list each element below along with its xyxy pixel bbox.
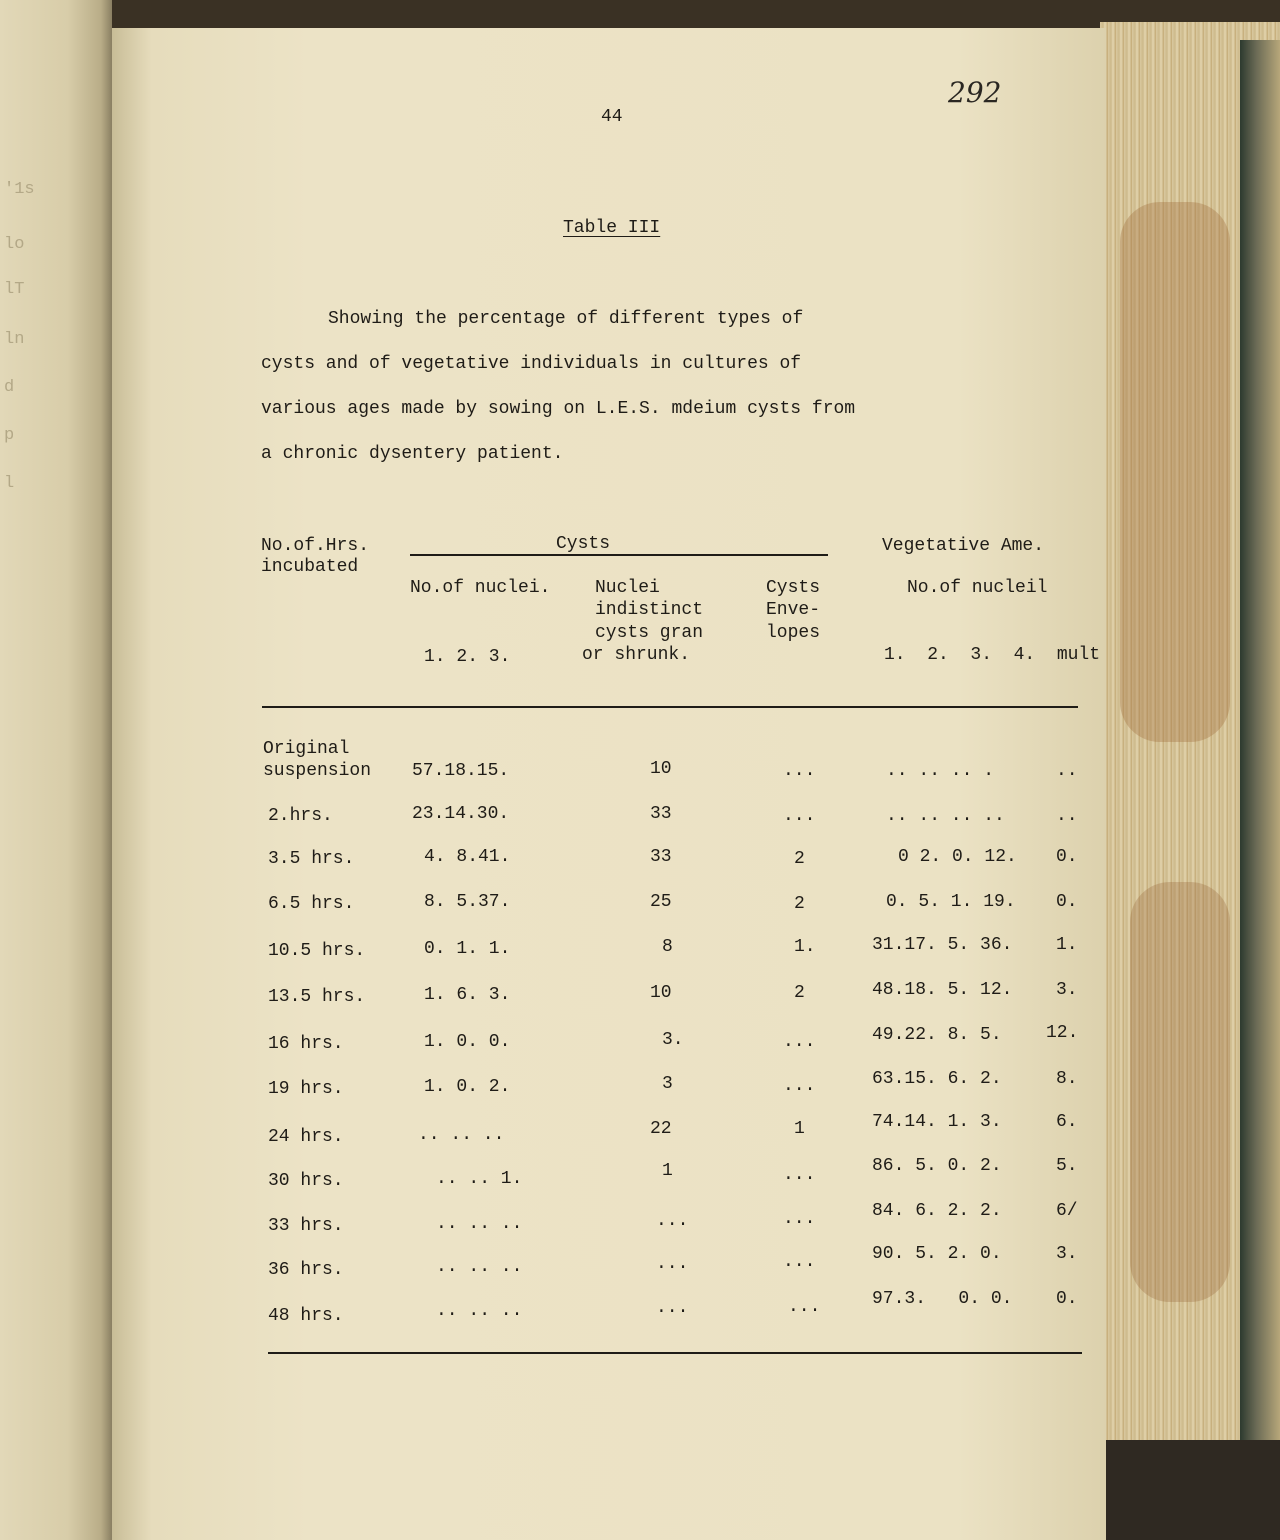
row-label: 2.hrs. xyxy=(268,806,333,826)
row-mult: 0. xyxy=(1056,892,1078,912)
row-veg: 63.15. 6. 2. xyxy=(872,1069,1002,1089)
table-title: Table III xyxy=(563,218,661,238)
row-mult: 1. xyxy=(1056,935,1078,955)
left-page-edge xyxy=(0,0,112,1540)
row-nuclei: .. .. .. xyxy=(436,1301,523,1321)
row-indistinct: ... xyxy=(656,1211,689,1231)
ghost-text: p xyxy=(4,426,15,445)
row-envelopes: ... xyxy=(783,761,816,781)
row-nuclei: .. .. 1. xyxy=(436,1169,523,1189)
header-nuclei-cols: 1. 2. 3. xyxy=(424,647,511,667)
row-mult: 6. xyxy=(1056,1112,1078,1132)
row-label-line1: Original xyxy=(263,739,350,759)
row-nuclei: 0. 1. 1. xyxy=(424,939,511,959)
caption-line-1: Showing the percentage of different types of xyxy=(328,309,804,329)
row-indistinct: ... xyxy=(656,1298,689,1318)
ghost-text: d xyxy=(4,378,15,397)
row-nuclei: .. .. .. xyxy=(418,1125,505,1145)
main-page xyxy=(112,28,1106,1540)
header-indistinct-4: or shrunk. xyxy=(582,645,691,665)
row-label: 36 hrs. xyxy=(268,1260,344,1280)
ghost-text: ln xyxy=(4,330,25,349)
ghost-text: '1s xyxy=(4,180,35,199)
row-indistinct: 22 xyxy=(650,1119,672,1139)
row-mult: 0. xyxy=(1056,847,1078,867)
header-veg-nuclei: No.of nucleil xyxy=(907,578,1048,598)
row-envelopes: ... xyxy=(788,1297,821,1317)
foxing-stain xyxy=(1120,202,1230,742)
row-label: 33 hrs. xyxy=(268,1216,344,1236)
row-veg: 97.3. 0. 0. xyxy=(872,1289,1013,1309)
row-mult: 0. xyxy=(1056,1289,1078,1309)
ghost-text: lT xyxy=(4,280,25,299)
row-envelopes: 1. xyxy=(794,937,816,957)
row-mult: .. xyxy=(1056,806,1078,826)
row-nuclei: 1. 0. 0. xyxy=(424,1032,511,1052)
row-indistinct: 33 xyxy=(650,804,672,824)
header-cysts-group: Cysts xyxy=(556,534,611,554)
header-hours-line1: No.of.Hrs. xyxy=(261,536,370,556)
header-indistinct-2: indistinct xyxy=(595,600,704,620)
caption-line-3: various ages made by sowing on L.E.S. mdeium cysts from xyxy=(261,399,856,419)
row-mult: 12. xyxy=(1046,1023,1079,1043)
row-veg: 49.22. 8. 5. xyxy=(872,1025,1002,1045)
row-nuclei: 1. 0. 2. xyxy=(424,1077,511,1097)
book-board xyxy=(1100,1440,1280,1540)
row-veg: .. .. .. . xyxy=(886,761,995,781)
row-nuclei: .. .. .. xyxy=(436,1214,523,1234)
row-veg: 86. 5. 0. 2. xyxy=(872,1156,1002,1176)
row-label: suspension xyxy=(263,761,372,781)
row-veg: 0. 5. 1. 19. xyxy=(886,892,1016,912)
header-vegetative-group: Vegetative Ame. xyxy=(882,536,1045,556)
row-envelopes: 2 xyxy=(794,849,805,869)
row-veg: .. .. .. .. xyxy=(886,806,1005,826)
header-envelopes-3: lopes xyxy=(766,623,821,643)
foxing-stain xyxy=(1130,882,1230,1302)
caption-line-4: a chronic dysentery patient. xyxy=(261,444,564,464)
row-label: 24 hrs. xyxy=(268,1127,344,1147)
row-indistinct: 3. xyxy=(662,1030,684,1050)
row-envelopes: ... xyxy=(783,806,816,826)
row-mult: 8. xyxy=(1056,1069,1078,1089)
row-veg: 31.17. 5. 36. xyxy=(872,935,1013,955)
header-hours-line2: incubated xyxy=(261,557,359,577)
header-rule xyxy=(262,706,1078,708)
header-indistinct-1: Nuclei xyxy=(595,578,660,598)
header-veg-cols: 1. 2. 3. 4. mult xyxy=(884,645,1101,665)
row-nuclei: 23.14.30. xyxy=(412,804,510,824)
row-mult: 3. xyxy=(1056,980,1078,1000)
row-indistinct: 33 xyxy=(650,847,672,867)
header-envelopes-1: Cysts xyxy=(766,578,821,598)
row-veg: 90. 5. 2. 0. xyxy=(872,1244,1002,1264)
row-indistinct: 3 xyxy=(662,1074,673,1094)
row-envelopes: ... xyxy=(783,1252,816,1272)
row-label: 13.5 hrs. xyxy=(268,987,366,1007)
ghost-text: l xyxy=(4,474,15,493)
row-mult: .. xyxy=(1056,761,1078,781)
row-label: 3.5 hrs. xyxy=(268,849,355,869)
row-envelopes: ... xyxy=(783,1076,816,1096)
header-envelopes-2: Enve- xyxy=(766,600,821,620)
row-indistinct: ... xyxy=(656,1254,689,1274)
row-mult: 3. xyxy=(1056,1244,1078,1264)
row-indistinct: 10 xyxy=(650,759,672,779)
row-mult: 6/ xyxy=(1056,1201,1078,1221)
row-nuclei: 57.18.15. xyxy=(412,761,510,781)
row-envelopes: 1 xyxy=(794,1119,805,1139)
cysts-group-underline xyxy=(410,554,828,556)
handwritten-folio-number: 292 xyxy=(948,76,1002,109)
header-indistinct-3: cysts gran xyxy=(595,623,704,643)
row-label: 6.5 hrs. xyxy=(268,894,355,914)
row-indistinct: 10 xyxy=(650,983,672,1003)
header-nuclei: No.of nuclei. xyxy=(410,578,551,598)
row-envelopes: ... xyxy=(783,1209,816,1229)
row-label: 10.5 hrs. xyxy=(268,941,366,961)
row-indistinct: 1 xyxy=(662,1161,673,1181)
row-nuclei: 8. 5.37. xyxy=(424,892,511,912)
row-indistinct: 8 xyxy=(662,937,673,957)
ghost-text: lo xyxy=(4,235,25,254)
row-nuclei: 1. 6. 3. xyxy=(424,985,511,1005)
row-nuclei: .. .. .. xyxy=(436,1257,523,1277)
row-veg: 0 2. 0. 12. xyxy=(898,847,1017,867)
row-label: 16 hrs. xyxy=(268,1034,344,1054)
footer-rule xyxy=(268,1352,1082,1354)
row-mult: 5. xyxy=(1056,1156,1078,1176)
row-envelopes: 2 xyxy=(794,983,805,1003)
row-veg: 84. 6. 2. 2. xyxy=(872,1201,1002,1221)
row-label: 30 hrs. xyxy=(268,1171,344,1191)
caption-line-2: cysts and of vegetative individuals in cultures of xyxy=(261,354,802,374)
row-veg: 74.14. 1. 3. xyxy=(872,1112,1002,1132)
row-indistinct: 25 xyxy=(650,892,672,912)
row-nuclei: 4. 8.41. xyxy=(424,847,511,867)
row-veg: 48.18. 5. 12. xyxy=(872,980,1013,1000)
row-envelopes: ... xyxy=(783,1165,816,1185)
row-envelopes: ... xyxy=(783,1032,816,1052)
row-label: 48 hrs. xyxy=(268,1306,344,1326)
row-envelopes: 2 xyxy=(794,894,805,914)
row-label: 19 hrs. xyxy=(268,1079,344,1099)
page-number: 44 xyxy=(601,107,623,127)
book-cover-edge xyxy=(1240,40,1280,1460)
